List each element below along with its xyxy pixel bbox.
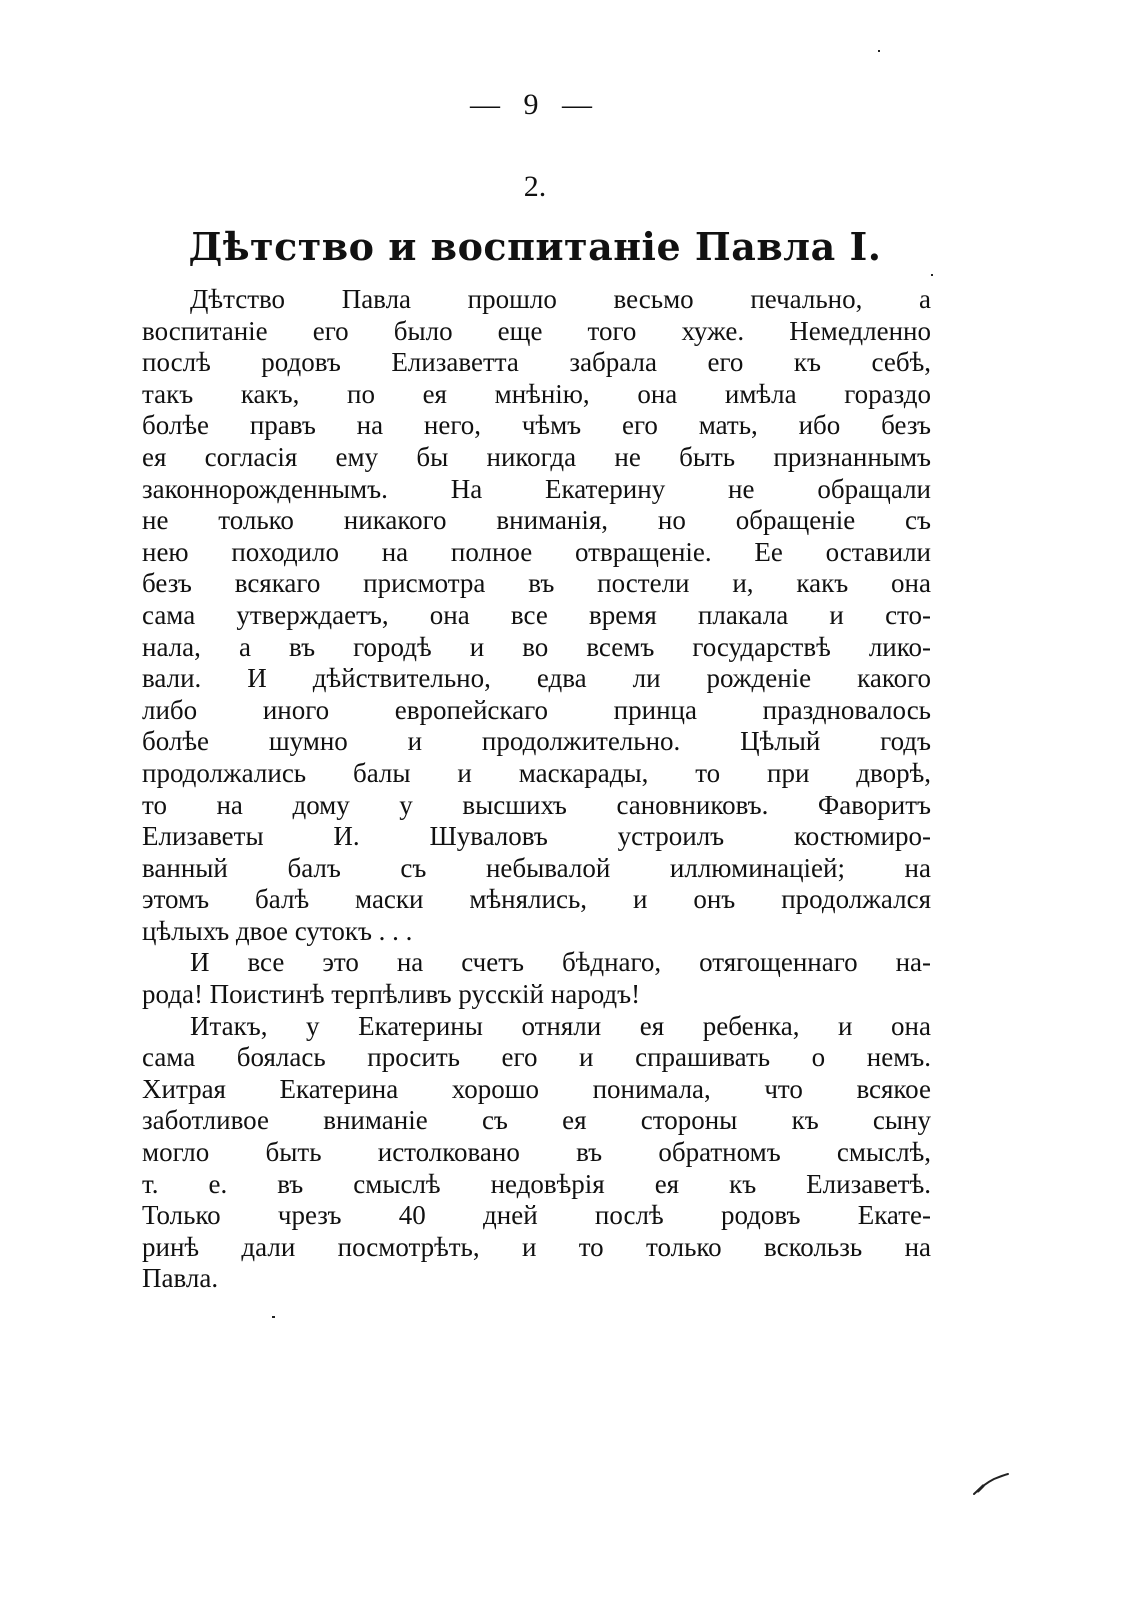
text-line: такъ какъ, по ея мнѣнію, она имѣла гораздо <box>142 378 931 409</box>
text-line: ея согласія ему бы никогда не быть признаннымъ <box>142 441 931 472</box>
text-line: рода! Поистинѣ терпѣливъ русскій народъ! <box>142 979 641 1010</box>
text-line: цѣлыхъ двое сутокъ . . . <box>142 915 413 946</box>
text-line: нала, а въ городѣ и во всемъ государствѣ лико- <box>142 631 931 662</box>
text-line: ванный балъ съ небывалой иллюминаціей; на <box>142 852 931 883</box>
text-line: нею походило на полное отвращеніе. Ее оставили <box>142 536 931 567</box>
text-line: воспитаніе его было еще того хуже. Немедленно <box>142 315 931 346</box>
chapter-number: 2. <box>523 170 547 203</box>
text-line: болѣе шумно и продолжительно. Цѣлый годъ <box>142 726 931 757</box>
text-line: т. е. въ смыслѣ недовѣрія ея къ Елизаветѣ. <box>142 1168 931 1199</box>
chapter-title: Дѣтство и воспитаніе Павла I. <box>188 224 882 269</box>
text-line: безъ всякаго присмотра въ постели и, какъ она <box>142 568 931 599</box>
text-line: Елизаветы И. Шуваловъ устроилъ костюмиро- <box>142 821 931 852</box>
text-line: послѣ родовъ Елизаветта забрала его къ себѣ, <box>142 347 931 378</box>
scan-speck <box>878 50 880 52</box>
pen-mark-icon <box>972 1472 1010 1496</box>
text-line: болѣе правъ на него, чѣмъ его мать, ибо безъ <box>142 410 931 441</box>
text-line: этомъ балѣ маски мѣнялись, и онъ продолжался <box>142 884 931 915</box>
text-line: И все это на счетъ бѣднаго, отягощеннаго на- <box>190 947 931 978</box>
text-line: Хитрая Екатерина хорошо понимала, что всякое <box>142 1073 931 1104</box>
text-line: Только чрезъ 40 дней послѣ родовъ Екате- <box>142 1200 931 1231</box>
text-line: ринѣ дали посмотрѣть, и то только вскользь на <box>142 1231 931 1262</box>
text-line: законнорожденнымъ. На Екатерину не обращали <box>142 473 931 504</box>
scan-speck <box>272 1316 275 1318</box>
page-number: — 9 — <box>470 88 600 121</box>
text-line: не только никакого вниманія, но обращеніе съ <box>142 505 931 536</box>
text-line: то на дому у высшихъ сановниковъ. Фаворитъ <box>142 789 931 820</box>
text-line: сама утверждаетъ, она все время плакала и сто- <box>142 599 931 630</box>
text-line: Павла. <box>142 1263 219 1294</box>
scan-speck <box>931 274 933 276</box>
text-line: продолжались балы и маскарады, то при дворѣ, <box>142 757 931 788</box>
text-line: сама боялась просить его и спрашивать о немъ. <box>142 1042 931 1073</box>
text-line: Итакъ, у Екатерины отняли ея ребенка, и она <box>190 1010 931 1041</box>
text-line: вали. И дѣйствительно, едва ли рожденіе какого <box>142 663 931 694</box>
text-line: могло быть истолковано въ обратномъ смыслѣ, <box>142 1137 931 1168</box>
text-line: Дѣтство Павла прошло весьмо печально, а <box>190 284 931 314</box>
text-line: заботливое вниманіе съ ея стороны къ сыну <box>142 1105 931 1136</box>
text-line: либо иного европейскаго принца праздновалось <box>142 694 931 725</box>
body-text <box>142 284 931 1295</box>
